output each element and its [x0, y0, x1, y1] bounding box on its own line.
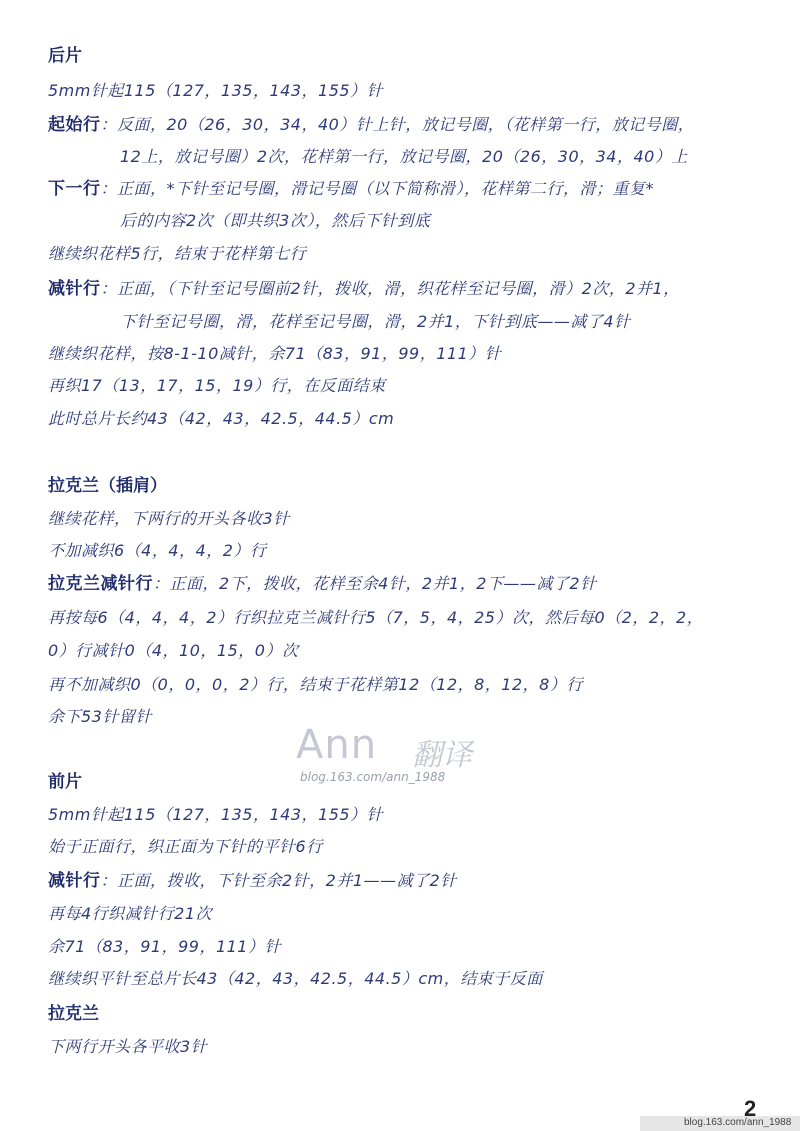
raglan-plain: 不加减织6（4，4，4，2）行 [48, 541, 267, 560]
front-remain: 余71（83，91，99，111）针 [48, 937, 281, 956]
raglan-plain-2: 再不加减织0（0，0，0，2）行，结束于花样第12（12，8，12，8）行 [48, 675, 583, 694]
back-next-label: 下一行 [48, 179, 101, 199]
watermark-text: Ann [296, 722, 378, 768]
watermark-chinese: 翻译 [412, 738, 472, 773]
back-decrease-label: 减针行 [48, 279, 101, 299]
raglan-decrease-row [48, 573, 780, 595]
front-continue: 继续织平针至总片长43（42，43，42.5，44.5）cm，结束于反面 [48, 969, 543, 988]
raglan-heading: 拉克兰（插肩） [48, 476, 167, 496]
watermark-url: blog.163.com/ann_1988 [300, 770, 446, 784]
front-start: 始于正面行，织正面为下针的平针6行 [48, 837, 323, 856]
raglan-decrease-label: 拉克兰减针行 [48, 574, 153, 594]
front-decrease-row [48, 870, 780, 892]
raglan-bind: 继续花样，下两行的开头各收3针 [48, 509, 290, 528]
back-length: 此时总片长约43（42，43，42.5，44.5）cm [48, 409, 395, 428]
back-next-text-2: 后的内容2次（即共织3次），然后下针到底 [120, 211, 431, 230]
front-decrease-text: ：正面，拨收，下针至余2针，2并1——减了2针 [100, 871, 457, 890]
page-number: 2 [744, 1096, 757, 1121]
raglan-repeat-1: 再按每6（4，4，4，2）行织拉克兰减针行5（7，5，4，25）次，然后每0（2，2，2， [48, 608, 704, 627]
front-repeat: 再每4行织减针行21次 [48, 904, 213, 923]
back-start-text-1: ：反面，20（26，30，34，40）针上针，放记号圈，（花样第一行，放记号圈， [100, 115, 695, 134]
back-next-row [48, 178, 780, 200]
back-next-text-1: ：正面，*下针至记号圈，滑记号圈（以下简称滑），花样第二行，滑；重复* [100, 179, 655, 198]
back-cast-on: 5mm针起115（127，135，143，155）针 [48, 81, 384, 100]
front-cast-on: 5mm针起115（127，135，143，155）针 [48, 805, 384, 824]
back-start-text-2: 12上，放记号圈）2次，花样第一行，放记号圈，20（26，30，34，40）上 [120, 147, 688, 166]
raglan-repeat-2: 0）行减针0（4，10，15，0）次 [48, 641, 299, 660]
back-decrease-text-2: 下针至记号圈，滑，花样至记号圈，滑，2并1，下针到底——减了4针 [120, 312, 631, 331]
back-continue: 继续织花样5行，结束于花样第七行 [48, 244, 307, 263]
back-decrease-text-1: ：正面，（下针至记号圈前2针，拨收，滑，织花样至记号圈，滑）2次，2并1， [100, 279, 680, 298]
raglan-front-heading: 拉克兰 [48, 1004, 99, 1024]
front-decrease-label: 减针行 [48, 871, 101, 891]
back-start-label: 起始行 [48, 115, 101, 135]
back-heading: 后片 [48, 46, 82, 66]
back-decrease-row [48, 278, 780, 300]
front-heading: 前片 [48, 772, 82, 792]
footer-url: blog.163.com/ann_1988 [684, 1117, 792, 1128]
raglan-decrease-text: ：正面，2下，拨收，花样至余4针，2并1，2下——减了2针 [153, 574, 597, 593]
raglan-remain: 余下53针留针 [48, 707, 152, 726]
back-repeat: 继续织花样，按8-1-10减针，余71（83，91，99，111）针 [48, 344, 502, 363]
back-knit-more: 再织17（13，17，15，19）行，在反面结束 [48, 376, 386, 395]
raglan-front-bind: 下两行开头各平收3针 [48, 1037, 208, 1056]
back-start-row [48, 114, 780, 136]
